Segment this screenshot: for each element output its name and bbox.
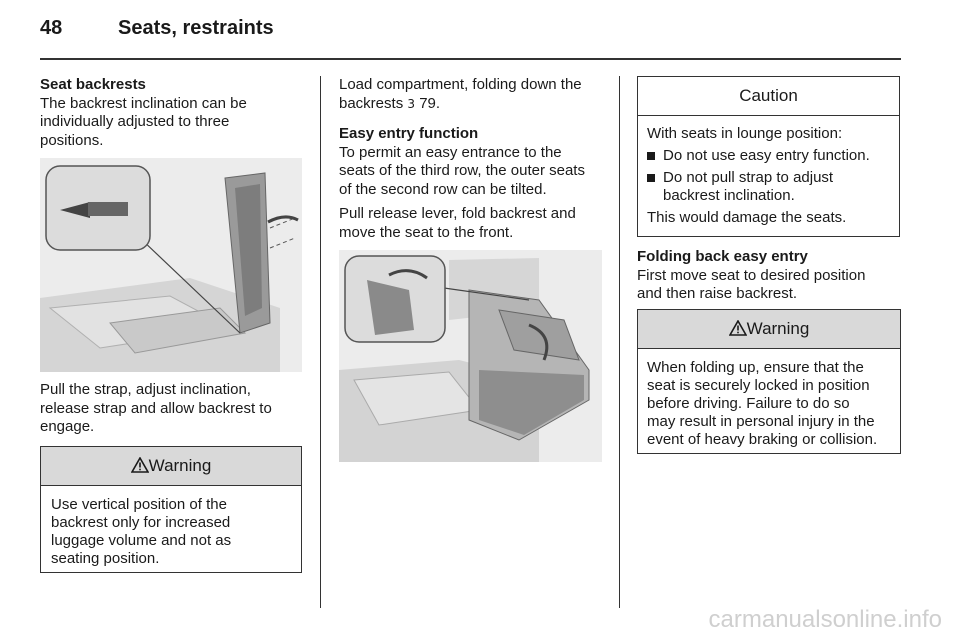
column-1-instructions [40,381,310,437]
column-2-text [339,76,611,242]
list-item [647,169,890,205]
text-line: seat is securely locked in position [647,377,870,394]
text-line: luggage volume and not as [51,532,232,549]
backrest-adjustment-illustration [40,158,302,372]
easy-entry-illustration [339,250,602,462]
figure-easy-entry [339,250,602,462]
warning-box-1 [40,446,302,573]
page-number: 48 [40,17,63,39]
text-line: may result in personal injury in the [647,413,875,430]
warning-body [638,349,900,459]
text-line: First move seat to desired position [637,266,866,284]
page-reference-arrow-icon: 3 [407,96,416,111]
caution-box [637,76,900,237]
text-line: and then raise backrest. [637,285,798,302]
text-line [339,95,611,114]
text-line: engage. [40,418,95,435]
text-line: Pull release lever, fold backrest and [339,205,576,222]
bullet-square-icon [647,152,655,160]
text-line: move the seat to the front. [339,223,514,241]
text-line: event of heavy braking or collision. [647,431,878,448]
figure-backrest-adjustment [40,158,302,372]
page-reference-link[interactable]: 79. [419,94,441,112]
section-heading-easy-entry: Easy entry function [339,125,479,142]
column-1-intro [40,76,310,150]
text-line: To permit an easy entrance to the [339,143,562,161]
list-item [647,147,890,165]
text-line: The backrest inclination can be [40,94,247,112]
warning-header [638,310,900,349]
warning-title: Warning [746,319,810,338]
caution-outro: This would damage the seats. [647,209,847,226]
list-item-text: Do not pull strap to adjust backrest inclination. [663,169,834,204]
caution-intro: With seats in lounge position: [647,125,843,142]
text-line: Use vertical position of the [51,496,227,513]
warning-box-2 [637,309,901,454]
text-line: seating position. [51,550,160,567]
section-heading-seat-backrests: Seat backrests [40,76,146,93]
list-item-text: Do not use easy entry function. [663,147,870,164]
text-fragment: backrests [339,94,404,112]
header-divider [40,58,901,60]
text-line: Load compartment, folding down the [339,76,582,93]
warning-title: Warning [148,456,212,475]
page-title: Seats, restraints [118,17,274,39]
warning-triangle-icon [729,320,747,336]
warning-header [41,447,301,486]
text-line: backrest only for increased [51,514,231,531]
text-line: before driving. Failure to do so [647,395,850,412]
text-line: Pull the strap, adjust inclination, [40,381,251,398]
watermark: carmanualsonline.info [708,606,942,633]
text-line: release strap and allow backrest to [40,399,272,417]
text-line: seats of the third row, the outer seats [339,162,585,179]
text-line: individually adjusted to three [40,113,230,130]
warning-body [41,486,301,578]
section-heading-folding-back: Folding back easy entry [637,248,808,265]
text-line: of the second row can be tilted. [339,180,547,198]
column-3-text [637,248,902,304]
text-line: When folding up, ensure that the [647,359,864,376]
warning-triangle-icon [131,457,149,473]
caution-body [638,116,899,236]
caution-title: Caution [638,77,899,116]
column-divider-1 [320,76,321,608]
text-line: positions. [40,131,104,149]
bullet-square-icon [647,174,655,182]
column-divider-2 [619,76,620,608]
